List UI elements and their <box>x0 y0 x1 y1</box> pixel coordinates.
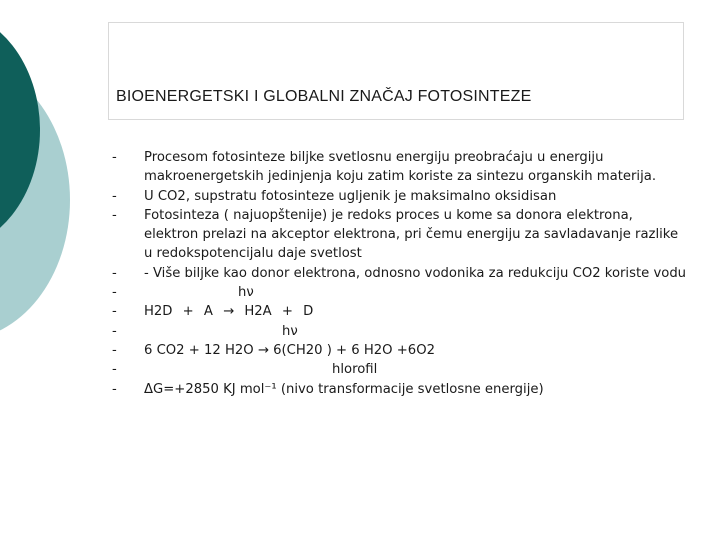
bullet-text: U CO2, supstratu fotosinteze ugljenik je maksimalno oksidisan <box>144 188 557 204</box>
bullet-dash: - <box>112 207 117 223</box>
slide-title: BIOENERGETSKI I GLOBALNI ZNAČAJ FOTOSINTEZE <box>116 88 532 105</box>
bullet-text: hν <box>282 323 298 339</box>
bullet-dash: - <box>112 323 117 339</box>
bullet-dash: - <box>112 188 117 204</box>
bullet-list <box>112 148 687 399</box>
bullet-line-10 <box>112 380 687 399</box>
bullet-dash: - <box>112 150 117 165</box>
bullet-text: Procesom fotosinteze biljke svetlosnu energiju preobraćaju u energiju makroenergetskih jedinjenja koju zatim koriste za sintezu organskih materija. <box>144 150 657 185</box>
bullet-dash: - <box>112 342 117 358</box>
bullet-line-3 <box>112 206 687 264</box>
bullet-text: hν <box>238 285 254 301</box>
bullet-line-2 <box>112 187 687 206</box>
bullet-text: ΔG=+2850 KJ mol⁻¹ (nivo transformacije svetlosne energije) <box>144 381 544 397</box>
bullet-dash: - <box>112 304 117 320</box>
bullet-dash: - <box>112 285 117 301</box>
bullet-line-1 <box>112 148 687 187</box>
bullet-line-9 <box>112 360 687 379</box>
bullet-text: 6 CO2 + 12 H2O → 6(CH20 ) + 6 H2O +6O2 <box>144 342 435 358</box>
bullet-dash: - <box>112 265 117 281</box>
bullet-text: Fotosinteza ( najuopštenije) je redoks proces u kome sa donora elektrona, elektron prelazi na akceptor elektrona, pri čemu energiju za savladavanje razlike u redokspotencijalu daje svetlost <box>144 207 679 262</box>
bullet-line-4 <box>112 264 687 283</box>
bullet-line-7 <box>112 322 687 341</box>
bullet-dash: - <box>112 381 117 397</box>
bullet-line-5 <box>112 283 687 302</box>
bullet-text: hlorofil <box>332 362 378 378</box>
bullet-dash: - <box>112 362 117 378</box>
bullet-line-8 <box>112 341 687 360</box>
bullet-text: - Više biljke kao donor elektrona, odnosno vodonika za redukciju CO2 koriste vodu <box>144 265 687 281</box>
bullet-text: H2D + A → H2A + D <box>144 304 314 320</box>
bullet-line-6 <box>112 302 687 321</box>
